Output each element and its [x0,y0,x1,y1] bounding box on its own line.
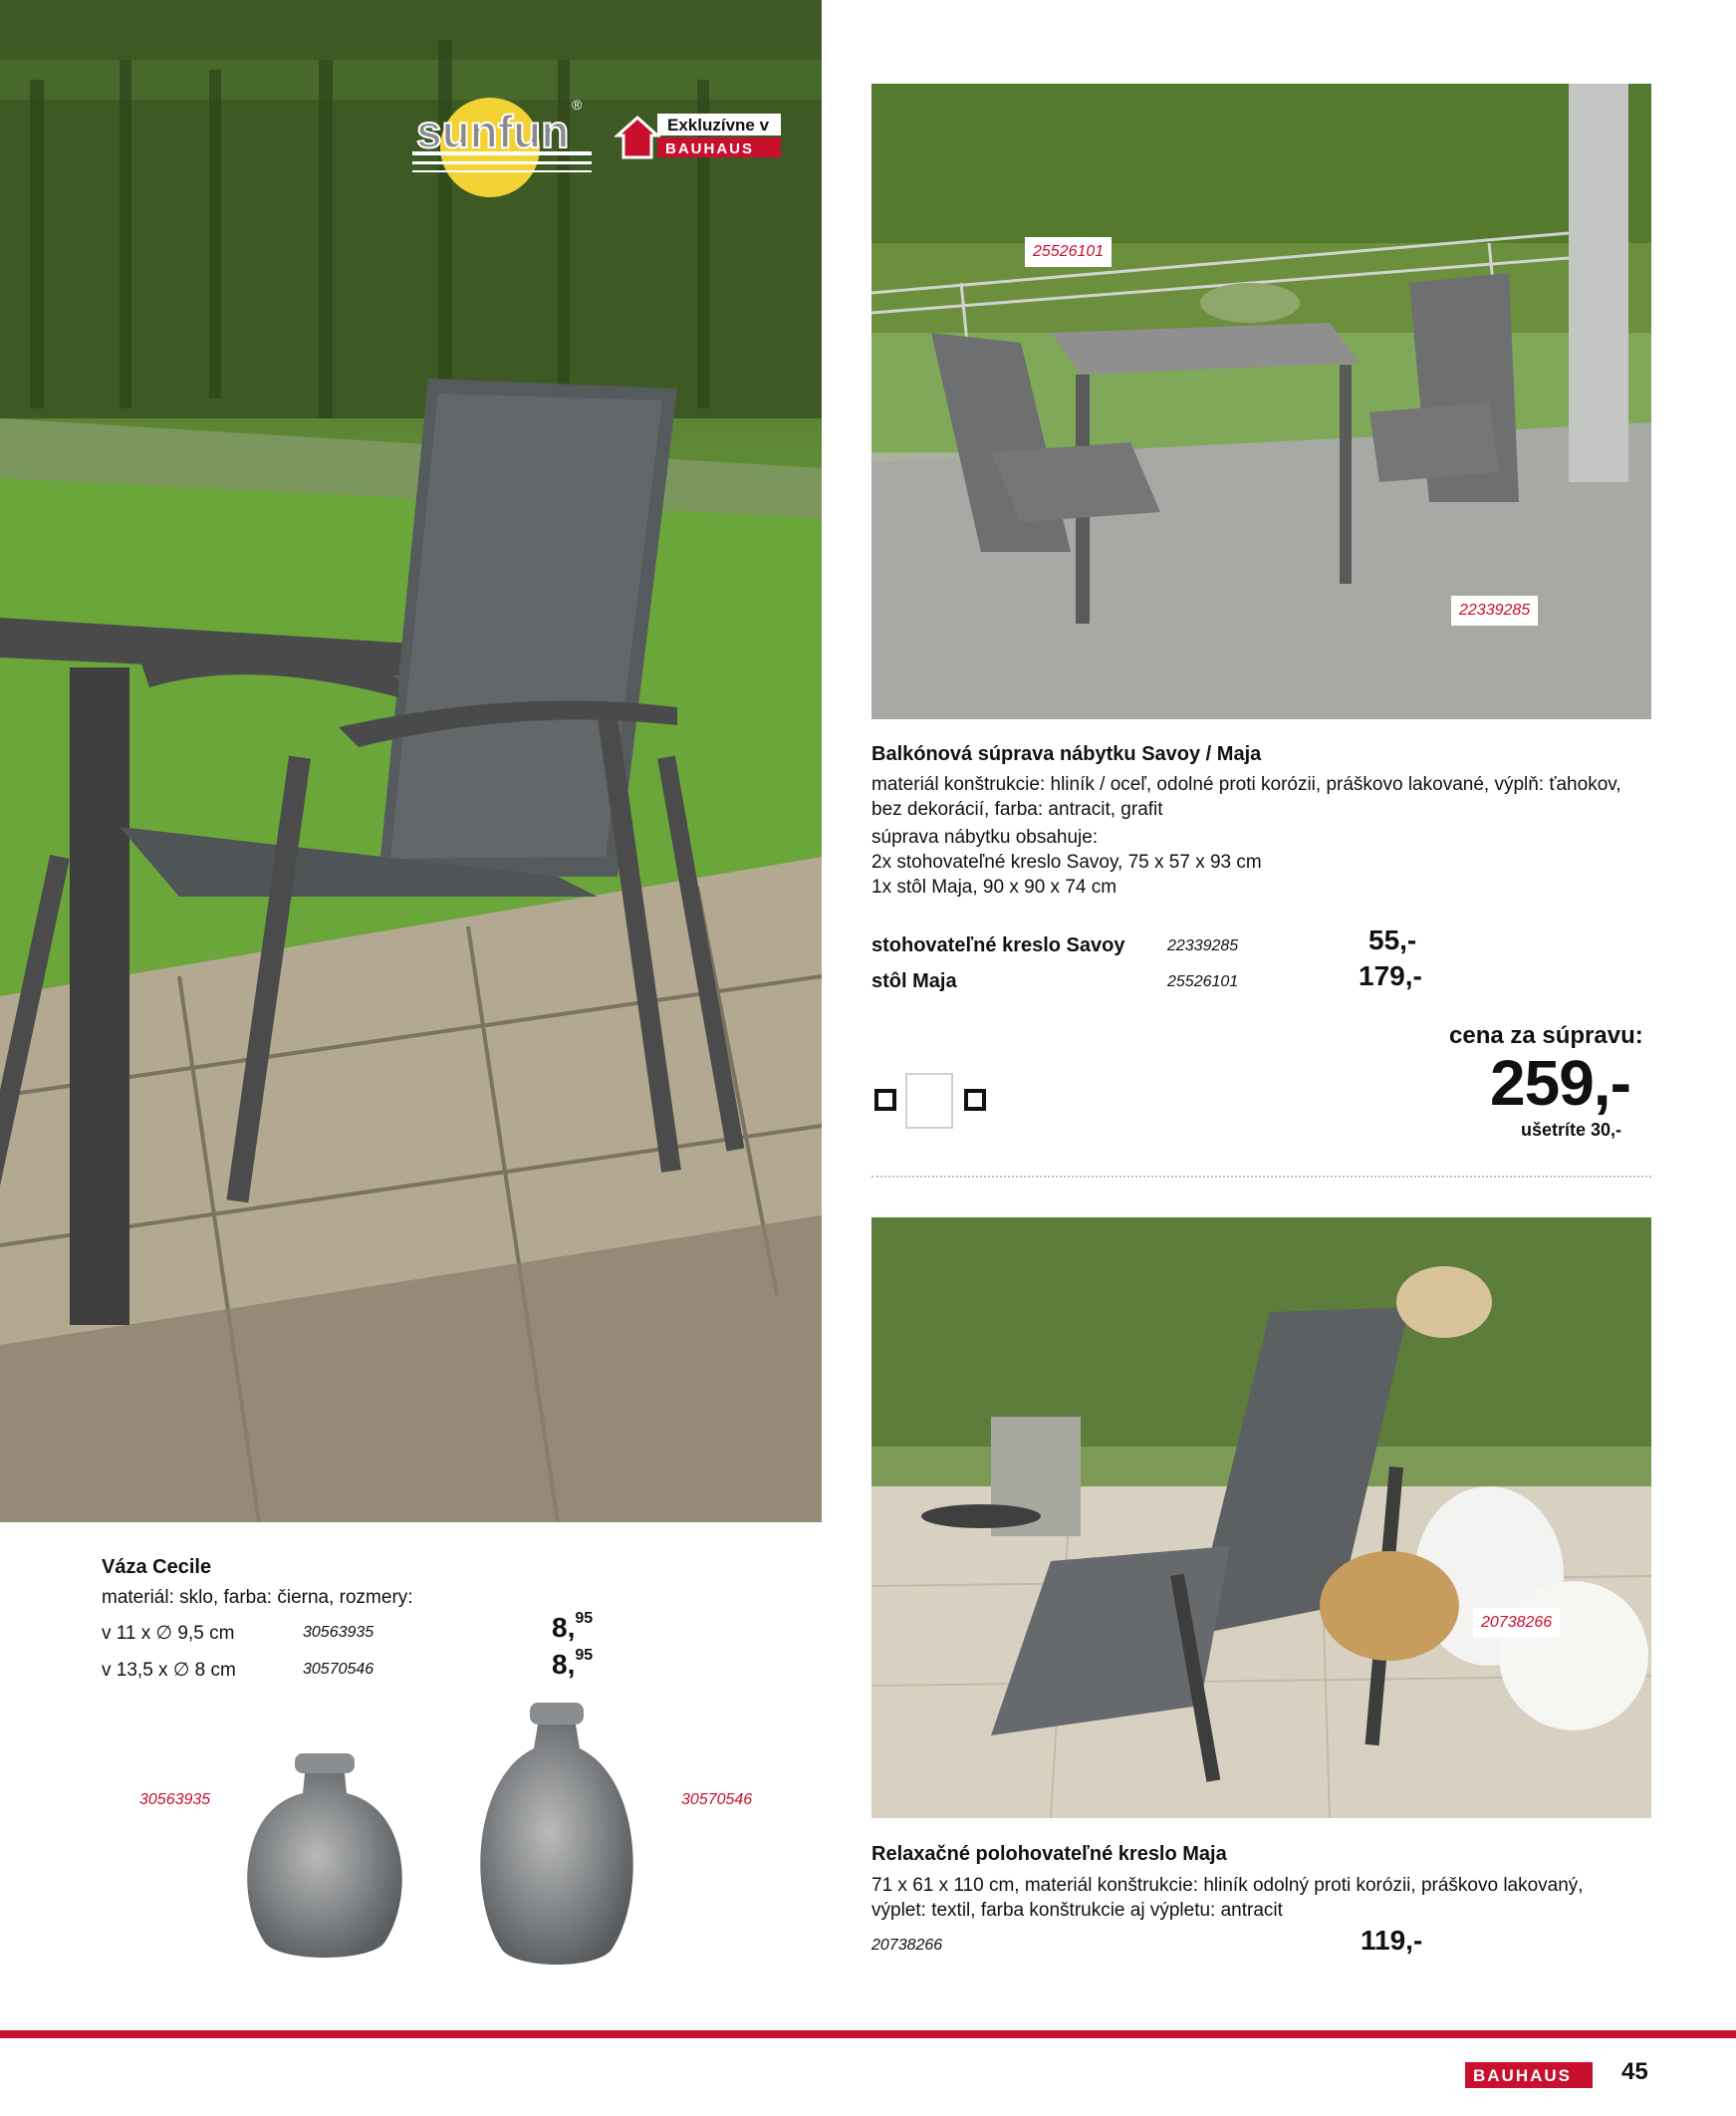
hero-photo-illustration [0,0,822,1522]
lounger-code: 20738266 [871,1937,943,1954]
bauhaus-footer-logo [1465,2062,1593,2088]
lounger-desc-line1: 71 x 61 x 110 cm, materiál konštrukcie: hliník odolný proti korózii, práškovo lakovaný, [871,1875,1584,1896]
vase-item-size: v 13,5 x ∅ 8 cm [102,1660,236,1681]
vase-price-cents: 95 [575,1610,594,1627]
set-configuration-icon [872,1072,992,1130]
vase-item-size: v 11 x ∅ 9,5 cm [102,1623,235,1644]
photo-tag-table: 25526101 [1025,237,1112,267]
balcony-set-photo [871,84,1651,719]
set-contains-item2: 1x stôl Maja, 90 x 90 x 74 cm [871,877,1117,898]
page-number: 45 [1621,2058,1648,2085]
exclusive-bauhaus-badge [614,110,785,161]
vase-small-image [235,1748,414,1968]
set-contains-label: súprava nábytku obsahuje: [871,827,1099,848]
vase-title: Váza Cecile [102,1556,212,1578]
set-item-code: 25526101 [1167,973,1239,990]
set-price: 259,- [1490,1047,1630,1119]
set-savings: ušetríte 30,- [1521,1120,1622,1140]
set-desc-line1: materiál konštrukcie: hliník / oceľ, odolné proti korózii, práškovo lakované, výplň: ťahokov, [871,774,1621,795]
photo-tag-chair: 22339285 [1451,596,1538,626]
vase-price-main: 8, [552,1612,576,1643]
footer-red-line [0,2030,1736,2038]
vase-image-tag: 30570546 [681,1791,753,1808]
lounger-illustration [871,1217,1651,1818]
registered-mark: ® [572,97,583,113]
photo-tag-lounger: 20738266 [1473,1608,1560,1638]
lounger-title: Relaxačné polohovateľné kreslo Maja [871,1843,1227,1865]
sunfun-logo [412,90,592,199]
vase-item-price [552,1612,593,1644]
set-contains-item1: 2x stohovateľné kreslo Savoy, 75 x 57 x 93 cm [871,852,1262,873]
lounger-price: 119,- [1361,1925,1423,1956]
set-desc-line2: bez dekorácií, farba: antracit, grafit [871,799,1163,820]
section-divider [871,1176,1651,1178]
set-item-name: stohovateľné kreslo Savoy [871,934,1125,956]
vase-price-main: 8, [552,1649,576,1680]
set-title: Balkónová súprava nábytku Savoy / Maja [871,743,1262,765]
exclusive-bauhaus-text: BAUHAUS [665,140,754,157]
vase-tall-image [472,1699,641,1970]
vase-price-cents: 95 [575,1647,594,1664]
vase-item-price [552,1649,593,1681]
lounger-photo [871,1217,1651,1818]
set-item-name: stôl Maja [871,970,957,992]
bauhaus-footer-logo-text: BAUHAUS [1473,2066,1572,2085]
vase-desc: materiál: sklo, farba: čierna, rozmery: [102,1587,413,1608]
exclusive-text: Exkluzívne v [667,116,770,134]
vase-item-code: 30563935 [303,1624,374,1641]
vase-item-code: 30570546 [303,1661,374,1678]
sunfun-logo-text: sunfun [416,106,570,157]
set-price-label: cena za súpravu: [1449,1022,1643,1049]
set-item-code: 22339285 [1167,937,1239,954]
hero-photo-garden-chair [0,0,822,1522]
set-item-price: 179,- [1359,960,1422,991]
vase-image-tag: 30563935 [139,1791,211,1808]
house-icon [618,118,657,157]
lounger-desc-line2: výplet: textil, farba konštrukcie aj výpletu: antracit [871,1900,1283,1921]
set-item-price: 55,- [1368,925,1417,955]
